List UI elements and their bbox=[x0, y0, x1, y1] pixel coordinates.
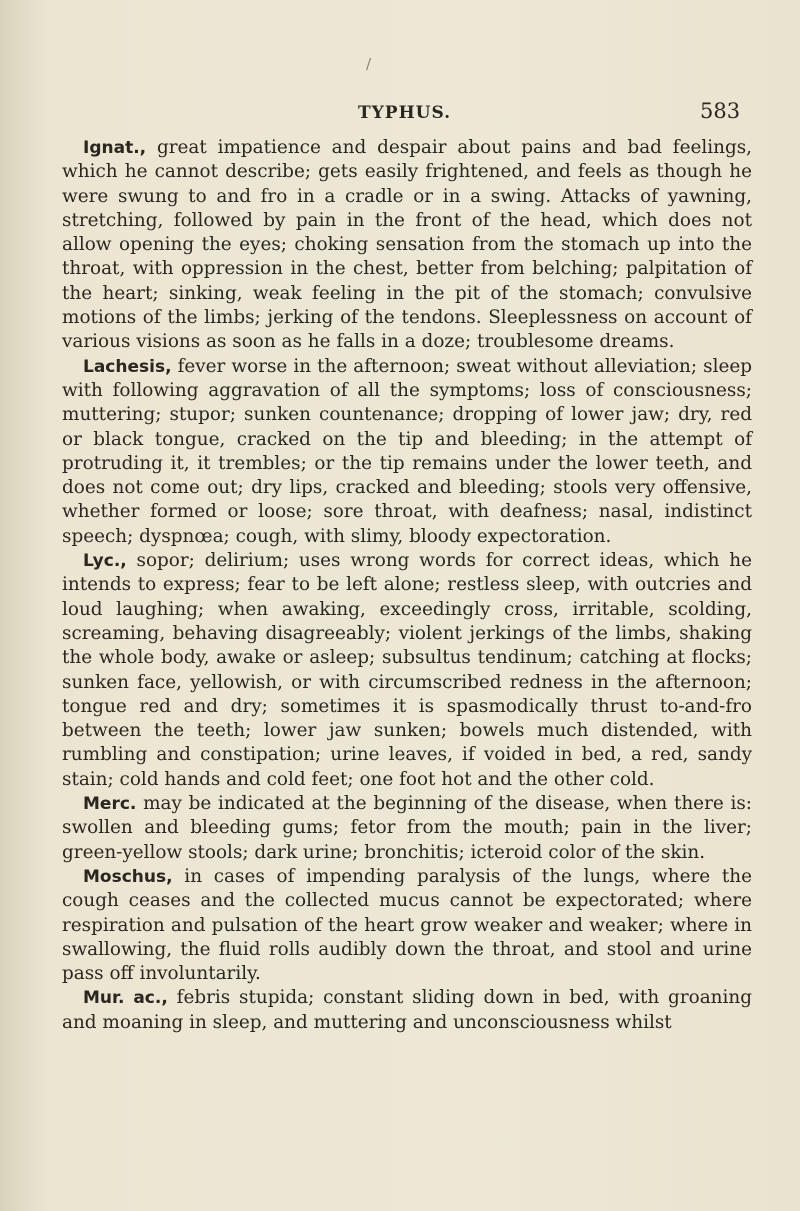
paragraph-lycopodium bbox=[62, 549, 752, 792]
paragraph-muriatic-acid bbox=[62, 986, 752, 1035]
paragraph-lachesis bbox=[62, 355, 752, 549]
remedy-name: Moschus, bbox=[83, 866, 173, 887]
page-mark: / bbox=[366, 55, 372, 73]
remedy-name: Ignat., bbox=[83, 138, 147, 158]
paragraph-text: febris stupida; constant sliding down in bed, with groaning and moaning in sleep, and muttering and unconsciousness whilst bbox=[62, 987, 752, 1033]
page-header bbox=[0, 99, 800, 133]
paragraph-ignatia bbox=[62, 136, 752, 355]
running-title: TYPHUS. bbox=[358, 103, 452, 123]
page-number: 583 bbox=[700, 99, 741, 123]
paragraph-text: great impatience and despair about pains and bad feelings, which he cannot describe; gets easily frightened, and feels as though he were swung to and fro in a cradle or in a swing. Attacks of yawning, stretching, followed by pain in the front of the head, which does not allow opening the eyes; choking sensation from the stomach up into the throat, with oppression in the chest, better from belching; palpitation of the heart; sinking, weak feeling in the pit of the stomach; convulsive motions of the limbs; jerking of the tendons. Sleeplessness on account of various visions as soon as he falls in a doze; troublesome dreams. bbox=[62, 137, 752, 353]
remedy-name: Lyc., bbox=[83, 551, 127, 572]
paragraph-text: fever worse in the afternoon; sweat without alleviation; sleep with following aggravation of all the symptoms; loss of consciousness; muttering; stupor; sunken countenance; dropping of lower jaw; dry, red or black tongue, cracked on the tip and bleeding; in the attempt of protruding it, it trembles; or the tip remains under the lower teeth, and does not come out; dry lips, cracked and bleeding; stools very offensive, whether formed or loose; sore throat, with deafness; nasal, indistinct speech; dyspnœa; cough, with slimy, bloody expectoration. bbox=[62, 355, 752, 547]
paragraph-moschus bbox=[62, 865, 752, 986]
paragraph-mercurius bbox=[62, 792, 752, 865]
remedy-name: Lachesis, bbox=[83, 356, 172, 377]
paragraph-text: in cases of impending paralysis of the lungs, where the cough ceases and the collected mucus cannot be expectorated; where respiration and pulsation of the heart grow weaker and weaker; where in swallowing, the fluid rolls audibly down the throat, and stool and urine pass off involuntarily. bbox=[62, 865, 752, 985]
remedy-name: Mur. ac., bbox=[83, 988, 168, 1009]
page-body bbox=[62, 136, 752, 1035]
remedy-name: Merc. bbox=[83, 794, 137, 815]
paragraph-text: may be indicated at the beginning of the disease, when there is: swollen and bleeding gums; fetor from the mouth; pain in the liver; green-yellow stools; dark urine; bronchitis; icteroid color of the skin. bbox=[62, 793, 752, 863]
paragraph-text: sopor; delirium; uses wrong words for correct ideas, which he intends to express; fear to be left alone; restless sleep, with outcries and loud laughing; when awaking, exceedingly cross, irritable, scolding, screaming, behaving disagreeably; violent jerkings of the limbs, shaking the whole body, awake or asleep; subsultus tendinum; catching at flocks; sunken face, yellowish, or with circumscribed redness in the afternoon; tongue red and dry; sometimes it is spasmodically thrust to-and-fro between the teeth; lower jaw sunken; bowels much distended, with rumbling and constipation; urine leaves, if voided in bed, a red, sandy stain; cold hands and cold feet; one foot hot and the other cold. bbox=[62, 550, 752, 790]
